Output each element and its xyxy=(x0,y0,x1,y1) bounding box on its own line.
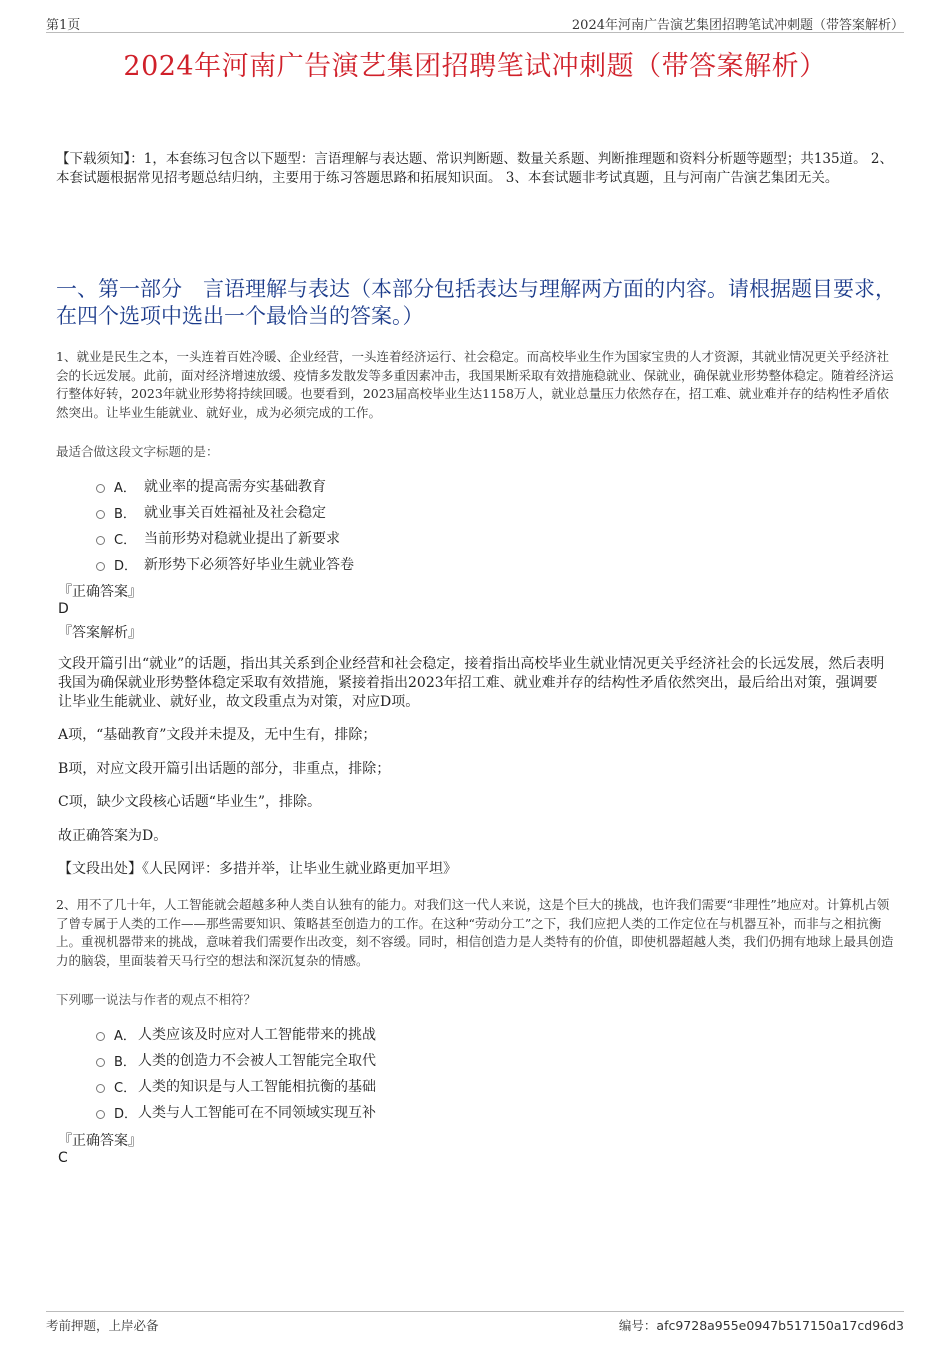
page-number: 第1页 xyxy=(46,18,81,33)
correct-answer: C xyxy=(58,1150,68,1166)
radio-icon[interactable] xyxy=(96,484,105,493)
option-b[interactable]: B． 就业事关百姓福祉及社会稳定 xyxy=(96,499,354,525)
analysis-label: 『答案解析』 xyxy=(58,625,142,641)
analysis-conclusion: 故正确答案为D。 xyxy=(58,828,168,844)
analysis-source: 【文段出处】《人民网评：多措并举，让毕业生就业路更加平坦》 xyxy=(58,861,457,877)
radio-icon[interactable] xyxy=(96,1110,105,1119)
document-title: 2024年河南广告演艺集团招聘笔试冲刺题（带答案解析） xyxy=(123,51,827,82)
option-d[interactable]: D． 新形势下必须答好毕业生就业答卷 xyxy=(96,551,354,577)
radio-icon[interactable] xyxy=(96,562,105,571)
option-c[interactable]: C． 当前形势对稳就业提出了新要求 xyxy=(96,525,354,551)
question-1-prompt: 最适合做这段文字标题的是： xyxy=(56,444,219,459)
analysis-option-b: B项，对应文段开篇引出话题的部分，非重点，排除； xyxy=(58,761,391,777)
question-2-stem: 2、用不了几十年，人工智能就会超越多种人类自认独有的能力。对我们这一代人来说，这是个巨大的挑战，也许我们需要“非理性”地应对。计算机占领了曾专属于人类的工作——那些需要知识、策略甚至创造力的工作。在这种“劳动分工”之下，我们应把人类的工作定位在与机器互补，而非与之相抗衡上。重视机器带来的挑战，意味着我们需要作出改变，刻不容缓。同时，相信创造力是人类特有的价值，即使机器超越人类，我们仍拥有地球上最具创造力的脑袋，里面装着天马行空的想法和深沉复杂的情感。 xyxy=(56,897,894,968)
radio-icon[interactable] xyxy=(96,536,105,545)
analysis-option-a: A项，“基础教育”文段并未提及，无中生有，排除； xyxy=(58,727,377,743)
question-1-options xyxy=(96,473,354,577)
option-b[interactable]: B． 人类的创造力不会被人工智能完全取代 xyxy=(96,1047,376,1073)
answer-label: 『正确答案』 xyxy=(58,584,142,600)
option-a[interactable]: A． 人类应该及时应对人工智能带来的挑战 xyxy=(96,1021,376,1047)
section-heading: 一、第一部分 言语理解与表达（本部分包括表达与理解两方面的内容。请根据题目要求，在四个选项中选出一个最恰当的答案。） xyxy=(56,277,896,328)
radio-icon[interactable] xyxy=(96,1032,105,1041)
radio-icon[interactable] xyxy=(96,510,105,519)
footer-slogan: 考前押题，上岸必备 xyxy=(46,1318,159,1333)
question-2-prompt: 下列哪一说法与作者的观点不相符？ xyxy=(56,992,257,1007)
answer-label: 『正确答案』 xyxy=(58,1133,142,1149)
download-notice: 【下载须知】：1，本套练习包含以下题型：言语理解与表达题、常识判断题、数量关系题、判断推理题和资料分析题等题型；共135道。 2、本套试题根据常见招考题总结归纳，主要用于练习答题思路和拓展知识面。 3、本套试题非考试真题，且与河南广告演艺集团无关。 xyxy=(56,151,893,186)
correct-answer: D xyxy=(58,601,69,617)
option-d[interactable]: D． 人类与人工智能可在不同领域实现互补 xyxy=(96,1099,376,1125)
question-2-options xyxy=(96,1021,376,1125)
page-footer xyxy=(46,1311,904,1336)
analysis-option-c: C项，缺少文段核心话题“毕业生”，排除。 xyxy=(58,794,322,810)
analysis-paragraph: 文段开篇引出“就业”的话题，指出其关系到企业经营和社会稳定，接着指出高校毕业生就业情况更关乎经济社会的长远发展，然后表明我国为确保就业形势整体稳定采取有效措施，紧接着指出2023年招工难、就业难并存的结构性矛盾依然突出，最后给出对策，强调要让毕业生能就业、就好业，故文段重点为对策，对应D项。 xyxy=(58,656,885,710)
page-header xyxy=(46,12,904,33)
header-doc-title: 2024年河南广告演艺集团招聘笔试冲刺题（带答案解析） xyxy=(571,18,904,33)
question-1-stem: 1、就业是民生之本，一头连着百姓冷暖、企业经营，一头连着经济运行、社会稳定。而高校毕业生作为国家宝贵的人才资源，其就业情况更关乎经济社会的长远发展。此前，面对经济增速放缓、疫情多发散发等多重因素冲击，我国果断采取有效措施稳就业、保就业，确保就业形势整体稳定。随着经济运行整体好转，2023年就业形势将持续回暖。也要看到，2023届高校毕业生达1158万人，就业总量压力依然存在，招工难、就业难并存的结构性矛盾依然突出。让毕业生能就业、就好业，成为必须完成的工作。 xyxy=(56,349,894,420)
option-a[interactable]: A． 就业率的提高需夯实基础教育 xyxy=(96,473,354,499)
radio-icon[interactable] xyxy=(96,1084,105,1093)
radio-icon[interactable] xyxy=(96,1058,105,1067)
document-code: 编号：afc9728a955e0947b517150a17cd96d3 xyxy=(618,1318,904,1333)
option-c[interactable]: C． 人类的知识是与人工智能相抗衡的基础 xyxy=(96,1073,376,1099)
